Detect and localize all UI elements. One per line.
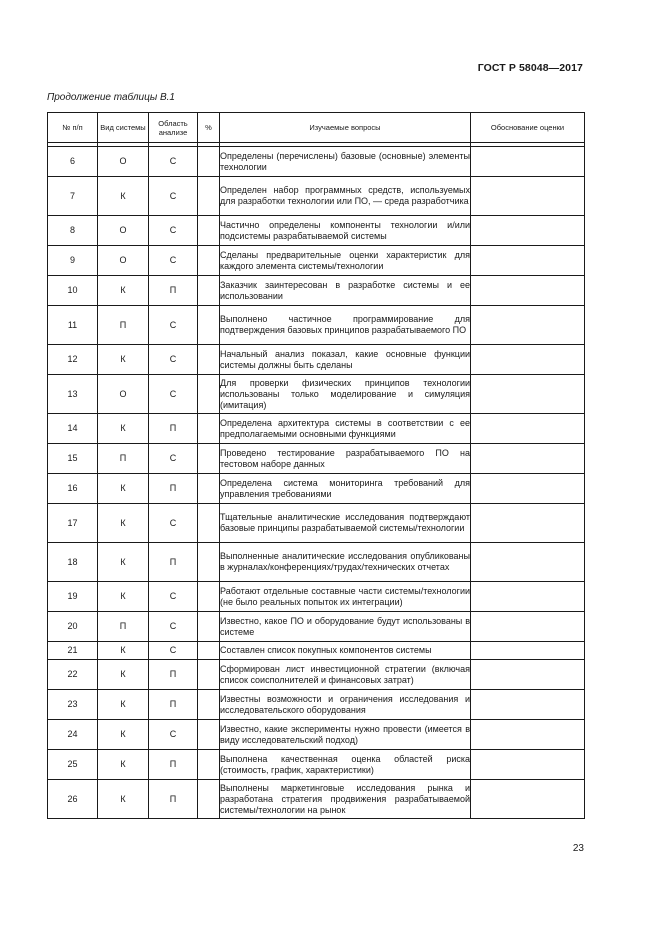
row-number: 6 (48, 147, 98, 177)
analysis-area-cell: С (149, 216, 198, 246)
question-cell: Определена система мониторинга требований для управления требованиями (220, 474, 471, 504)
percent-cell (198, 246, 220, 276)
analysis-area-cell: П (149, 660, 198, 690)
question-cell: Определена архитектура системы в соответствии с ее предполагаемыми основными функциями (220, 414, 471, 444)
system-type-cell: П (98, 444, 149, 474)
justification-cell (471, 474, 585, 504)
question-cell: Выполнена качественная оценка областей риска (стоимость, график, характеристики) (220, 750, 471, 780)
system-type-cell: О (98, 216, 149, 246)
system-type-cell: К (98, 504, 149, 543)
question-cell: Выполненные аналитические исследования опубликованы в журналах/конференциях/трудах/технических отчетах (220, 543, 471, 582)
justification-cell (471, 504, 585, 543)
table-row (48, 660, 585, 690)
percent-cell (198, 543, 220, 582)
table-row (48, 582, 585, 612)
question-cell: Для проверки физических принципов технологии использованы только моделирование и симуляция (имитация) (220, 375, 471, 414)
analysis-area-cell: С (149, 345, 198, 375)
system-type-cell: К (98, 345, 149, 375)
page-number: 23 (572, 843, 584, 854)
analysis-area-cell: П (149, 276, 198, 306)
justification-cell (471, 276, 585, 306)
percent-cell (198, 750, 220, 780)
question-cell: Работают отдельные составные части системы/технологии (не было реальных попыток их интеграции) (220, 582, 471, 612)
system-type-cell: К (98, 660, 149, 690)
system-type-cell: К (98, 582, 149, 612)
question-cell: Выполнены маркетинговые исследования рынка и разработана стратегия продвижения разрабатываемой системы/технологии на рынок (220, 780, 471, 819)
analysis-area-cell: П (149, 780, 198, 819)
percent-cell (198, 147, 220, 177)
percent-cell (198, 612, 220, 642)
table-row (48, 177, 585, 216)
justification-cell (471, 177, 585, 216)
table-row (48, 345, 585, 375)
question-cell: Определен набор программных средств, используемых для разработки технологии или ПО, — среда разработчика (220, 177, 471, 216)
table-row (48, 216, 585, 246)
table-row (48, 690, 585, 720)
analysis-area-cell: С (149, 177, 198, 216)
percent-cell (198, 414, 220, 444)
table-row (48, 306, 585, 345)
col-header-justification: Обоснование оценки (471, 113, 585, 143)
question-cell: Частично определены компоненты технологии и/или подсистемы разрабатываемой системы (220, 216, 471, 246)
row-number: 19 (48, 582, 98, 612)
question-cell: Начальный анализ показал, какие основные функции системы должны быть сделаны (220, 345, 471, 375)
row-number: 18 (48, 543, 98, 582)
row-number: 13 (48, 375, 98, 414)
justification-cell (471, 216, 585, 246)
analysis-area-cell: П (149, 690, 198, 720)
system-type-cell: К (98, 720, 149, 750)
justification-cell (471, 690, 585, 720)
system-type-cell: О (98, 147, 149, 177)
row-number: 11 (48, 306, 98, 345)
row-number: 25 (48, 750, 98, 780)
justification-cell (471, 780, 585, 819)
justification-cell (471, 375, 585, 414)
justification-cell (471, 582, 585, 612)
system-type-cell: П (98, 306, 149, 345)
question-cell: Проведено тестирование разрабатываемого ПО на тестовом наборе данных (220, 444, 471, 474)
table-row (48, 276, 585, 306)
row-number: 21 (48, 642, 98, 660)
analysis-area-cell: С (149, 444, 198, 474)
question-cell: Известно, какое ПО и оборудование будут использованы в системе (220, 612, 471, 642)
percent-cell (198, 177, 220, 216)
analysis-area-cell: С (149, 642, 198, 660)
question-cell: Сформирован лист инвестиционной стратегии (включая список соисполнителей и финансовых затрат) (220, 660, 471, 690)
analysis-area-cell: С (149, 582, 198, 612)
question-cell: Выполнено частичное программирование для подтверждения базовых принципов разрабатываемого ПО (220, 306, 471, 345)
row-number: 7 (48, 177, 98, 216)
system-type-cell: К (98, 414, 149, 444)
question-cell: Тщательные аналитические исследования подтверждают базовые принципы разрабатываемой системы/технологии (220, 504, 471, 543)
col-header-analysis-area: Область анализе (149, 113, 198, 143)
analysis-area-cell: П (149, 750, 198, 780)
question-cell: Сделаны предварительные оценки характеристик для каждого элемента системы/технологии (220, 246, 471, 276)
percent-cell (198, 375, 220, 414)
question-cell: Известно, какие эксперименты нужно провести (имеется в виду исследовательский подход) (220, 720, 471, 750)
table-row (48, 444, 585, 474)
table-row (48, 543, 585, 582)
row-number: 12 (48, 345, 98, 375)
table-row (48, 642, 585, 660)
table-body (48, 143, 585, 819)
row-number: 17 (48, 504, 98, 543)
system-type-cell: К (98, 177, 149, 216)
col-header-questions: Изучаемые вопросы (220, 113, 471, 143)
system-type-cell: О (98, 246, 149, 276)
table-row (48, 612, 585, 642)
table-row (48, 474, 585, 504)
analysis-area-cell: С (149, 306, 198, 345)
system-type-cell: П (98, 612, 149, 642)
col-header-number: № п/п (48, 113, 98, 143)
percent-cell (198, 780, 220, 819)
percent-cell (198, 582, 220, 612)
row-number: 8 (48, 216, 98, 246)
percent-cell (198, 345, 220, 375)
percent-cell (198, 474, 220, 504)
percent-cell (198, 642, 220, 660)
analysis-area-cell: С (149, 504, 198, 543)
justification-cell (471, 750, 585, 780)
question-cell: Заказчик заинтересован в разработке системы и ее использовании (220, 276, 471, 306)
justification-cell (471, 414, 585, 444)
table-row (48, 375, 585, 414)
row-number: 10 (48, 276, 98, 306)
justification-cell (471, 660, 585, 690)
table-row (48, 414, 585, 444)
document-code: ГОСТ Р 58048—2017 (477, 62, 583, 74)
table-header-row (48, 113, 585, 143)
system-type-cell: О (98, 375, 149, 414)
row-number: 24 (48, 720, 98, 750)
question-cell: Определены (перечислены) базовые (основные) элементы технологии (220, 147, 471, 177)
percent-cell (198, 276, 220, 306)
row-number: 26 (48, 780, 98, 819)
table-caption: Продолжение таблицы В.1 (47, 92, 175, 103)
table-row (48, 246, 585, 276)
percent-cell (198, 720, 220, 750)
justification-cell (471, 345, 585, 375)
table-row (48, 504, 585, 543)
row-number: 23 (48, 690, 98, 720)
table-row (48, 750, 585, 780)
percent-cell (198, 660, 220, 690)
question-cell: Составлен список покупных компонентов системы (220, 642, 471, 660)
analysis-area-cell: С (149, 612, 198, 642)
row-number: 14 (48, 414, 98, 444)
justification-cell (471, 642, 585, 660)
justification-cell (471, 147, 585, 177)
justification-cell (471, 444, 585, 474)
system-type-cell: К (98, 780, 149, 819)
percent-cell (198, 216, 220, 246)
justification-cell (471, 612, 585, 642)
analysis-area-cell: С (149, 147, 198, 177)
row-number: 15 (48, 444, 98, 474)
system-type-cell: К (98, 750, 149, 780)
row-number: 16 (48, 474, 98, 504)
analysis-area-cell: П (149, 414, 198, 444)
question-cell: Известны возможности и ограничения исследования и исследовательского оборудования (220, 690, 471, 720)
percent-cell (198, 504, 220, 543)
col-header-system-type: Вид системы (98, 113, 149, 143)
criteria-table (47, 112, 585, 819)
justification-cell (471, 720, 585, 750)
system-type-cell: К (98, 276, 149, 306)
system-type-cell: К (98, 690, 149, 720)
analysis-area-cell: С (149, 246, 198, 276)
row-number: 9 (48, 246, 98, 276)
justification-cell (471, 543, 585, 582)
system-type-cell: К (98, 474, 149, 504)
row-number: 20 (48, 612, 98, 642)
analysis-area-cell: С (149, 375, 198, 414)
table-row (48, 720, 585, 750)
analysis-area-cell: П (149, 474, 198, 504)
percent-cell (198, 444, 220, 474)
system-type-cell: К (98, 642, 149, 660)
system-type-cell: К (98, 543, 149, 582)
justification-cell (471, 306, 585, 345)
analysis-area-cell: С (149, 720, 198, 750)
row-number: 22 (48, 660, 98, 690)
col-header-percent: % (198, 113, 220, 143)
analysis-area-cell: П (149, 543, 198, 582)
percent-cell (198, 306, 220, 345)
table-row (48, 147, 585, 177)
table-row (48, 780, 585, 819)
percent-cell (198, 690, 220, 720)
justification-cell (471, 246, 585, 276)
